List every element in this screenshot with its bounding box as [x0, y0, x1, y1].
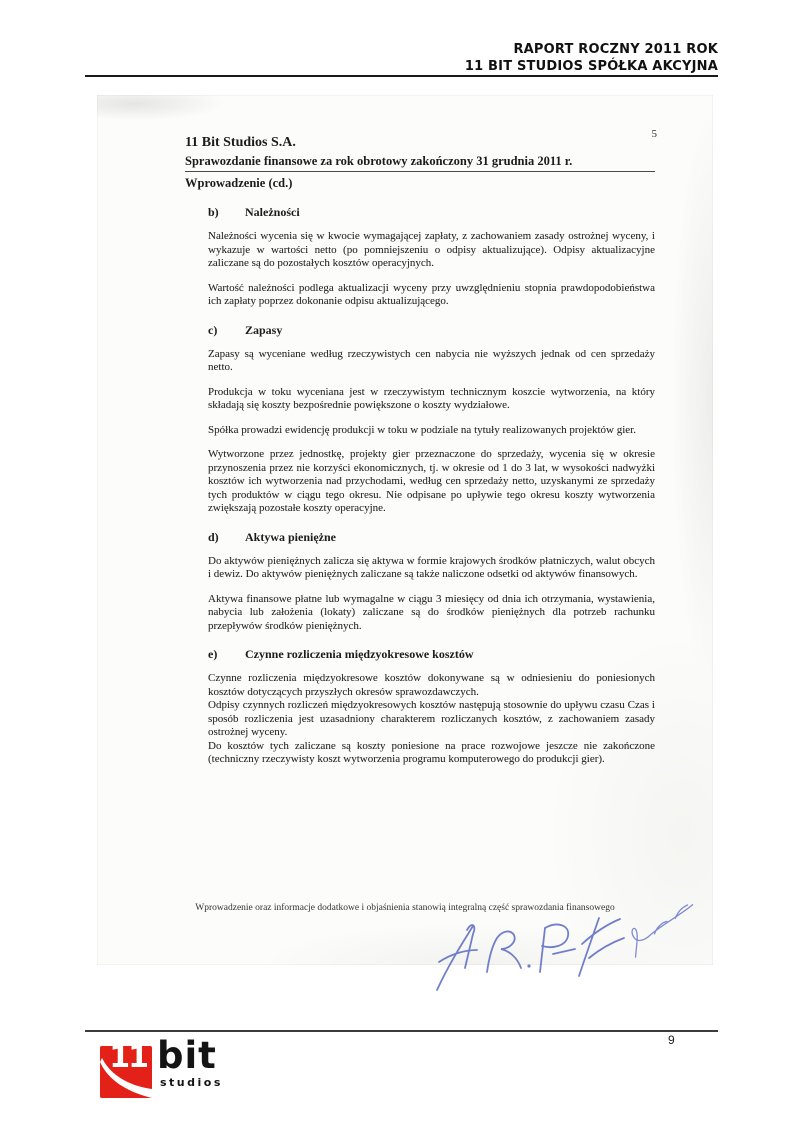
body-paragraph: Do kosztów tych zaliczane są koszty poniesione na prace rozwojowe jeszcze nie zakończone (techniczny rzeczywisty koszt wytworzenia programu komputerowego do produkcji gier). — [208, 739, 655, 765]
body-paragraph: Odpisy czynnych rozliczeń międzyokresowych kosztów następują stosownie do upływu czasu Czas i sposób rozliczenia jest uzasadniony charakterem rozliczanych kosztów, z zachowaniem zasady ostrożnej wyceny. — [208, 699, 655, 738]
scan-page-number: 5 — [651, 128, 657, 140]
body-paragraph: Do aktywów pieniężnych zalicza się aktywa w formie krajowych środków płatniczych, walut obcych i dewiz. Do aktywów pieniężnych zaliczane są także naliczone odsetki od aktywów finansowych. — [208, 554, 655, 580]
body-paragraph: Należności wycenia się w kwocie wymagającej zapłaty, z zachowaniem zasady ostrożnej wyceny, i wykazuje w wartości netto (po pomniejszeniu o odpisy aktualizujące). Odpisy aktualizacyjne zaliczane są do pozostałych kosztów operacyjnych. — [208, 230, 655, 269]
report-header-line2: 11 BIT STUDIOS SPÓŁKA AKCYJNA — [464, 58, 718, 74]
section-label: c) — [208, 322, 218, 337]
report-header-line1: RAPORT ROCZNY 2011 ROK — [513, 42, 718, 57]
section-label: e) — [208, 647, 218, 661]
logo-11-text: 11 — [109, 1046, 147, 1075]
scan-content — [185, 135, 655, 767]
section-label: d) — [208, 529, 219, 544]
body-paragraph: Wytworzone przez jednostkę, projekty gier przeznaczone do sprzedaży, wycenia się w okresie przynoszenia przez nie korzyści ekonomicznych, tj. w okresie od 1 do 3 lat, w wysokości nadwyżki kosztów ich wytworzenia nad przychodami, według cen sprzedaży netto, uzyskanymi ze sprzedaży tych produktów w ciągu tego okresu. Nie odpisane po upływie tego okresu koszty wytworzenia zwiększają pozostałe koszty operacyjne. — [208, 448, 655, 514]
section-b — [208, 205, 655, 309]
section-heading — [208, 647, 655, 662]
body-paragraph: Wartość należności podlega aktualizacji wyceny przy uwzględnieniu stopnia prawdopodobieństwa ich zapłaty poprzez dokonanie odpisu aktualizującego. — [208, 281, 655, 307]
logo-swoosh-icon — [100, 1046, 152, 1098]
section-e — [208, 647, 655, 767]
section-heading — [208, 530, 655, 545]
document-title: Sprawozdanie finansowe za rok obrotowy zakończony 31 grudnia 2011 r. — [185, 154, 655, 172]
body-paragraph: Produkcja w toku wyceniana jest w rzeczywistym technicznym koszcie wytworzenia, na który składają się koszty bezpośrednie powiększone o koszty wydziałowe. — [208, 385, 655, 411]
section-d — [208, 530, 655, 634]
report-header — [465, 42, 718, 76]
body-paragraph: Czynne rozliczenia międzyokresowe kosztów dokonywane są w odniesieniu do poniesionych kosztów dotyczących przyszłych okresów sprawozdawczych. — [208, 672, 655, 698]
logo-bit-text: bit — [157, 1034, 217, 1077]
page-number: 9 — [668, 1033, 675, 1047]
section-title: Należności — [245, 205, 300, 219]
logo-studios-text: studios — [160, 1076, 223, 1089]
scanned-document-page — [97, 95, 713, 965]
sections — [208, 205, 655, 767]
body-paragraph: Aktywa finansowe płatne lub wymagalne w ciągu 3 miesięcy od dnia ich otrzymania, wystawienia, nabycia lub założenia (lokaty) zaliczane są do środków pieniężnych dla potrzeb rachunku przepływów środków pieniężnych. — [208, 592, 655, 632]
section-heading — [208, 205, 655, 220]
section-label: b) — [208, 205, 219, 219]
section-c — [208, 323, 655, 516]
document-company: 11 Bit Studios S.A. — [185, 135, 296, 150]
body-paragraph: Spółka prowadzi ewidencję produkcji w toku w podziale na tytuły realizowanych projektów gier. — [208, 423, 636, 436]
section-heading — [208, 323, 655, 338]
logo-red-square — [100, 1046, 152, 1098]
document-footnote: Wprowadzenie oraz informacje dodatkowe i objaśnienia stanowią integralną część sprawozdania finansowego — [195, 903, 615, 913]
footer-divider — [85, 1030, 718, 1032]
company-logo — [100, 1034, 230, 1098]
section-title: Zapasy — [245, 322, 283, 337]
body-paragraph: Zapasy są wyceniane według rzeczywistych cen nabycia nie wyższych jednak od cen sprzedaży netto. — [208, 347, 655, 373]
header-divider — [85, 75, 718, 77]
document-subtitle: Wprowadzenie (cd.) — [185, 176, 293, 190]
section-title: Aktywa pieniężne — [245, 529, 336, 544]
section-title: Czynne rozliczenia międzyokresowe kosztów — [245, 647, 474, 661]
